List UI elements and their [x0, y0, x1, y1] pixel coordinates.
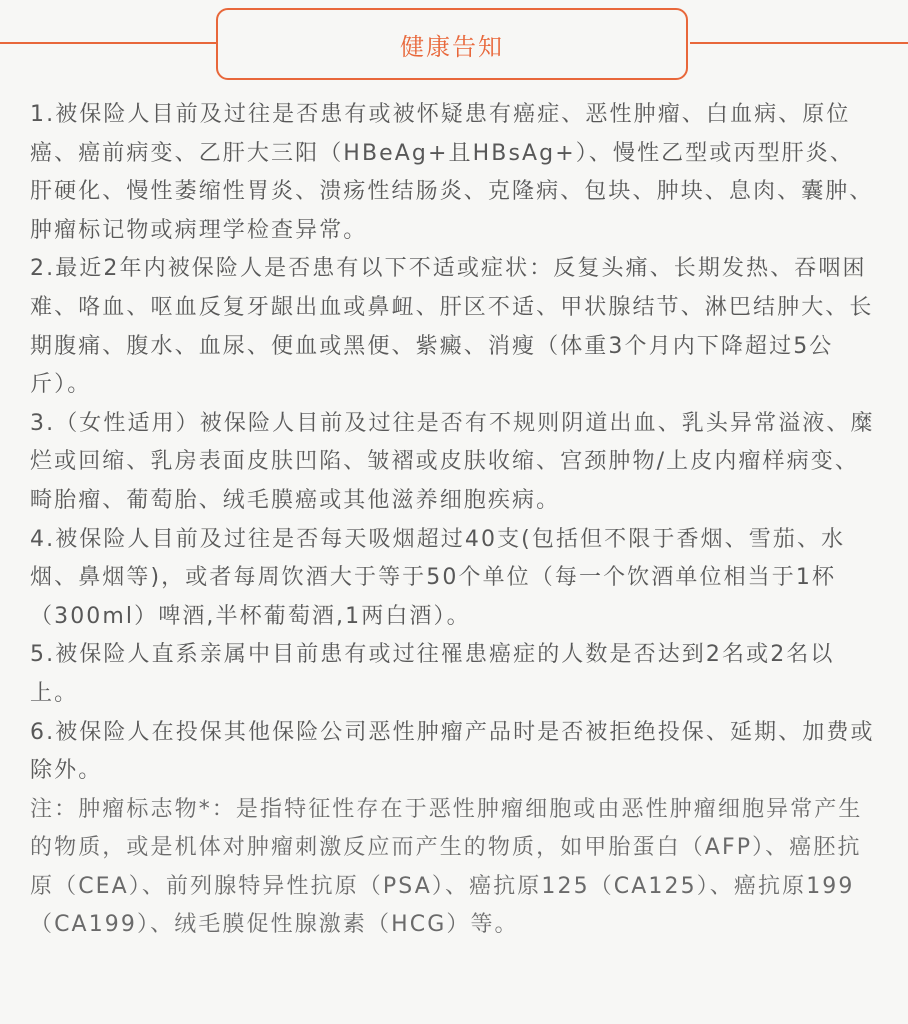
header-divider-right	[690, 42, 908, 44]
title-box	[216, 8, 688, 80]
notice-item-2: 2.最近2年内被保险人是否患有以下不适或症状：反复头痛、长期发热、吞咽困难、咯血、呕血反复牙龈出血或鼻衄、肝区不适、甲状腺结节、淋巴结肿大、长期腹痛、腹水、血尿、便血或黑便、紫癜、消瘦（体重3个月内下降超过5公斤）。	[30, 256, 874, 398]
health-notice-content	[30, 96, 878, 945]
header	[0, 0, 908, 88]
notice-item-6: 6.被保险人在投保其他保险公司恶性肿瘤产品时是否被拒绝投保、延期、加费或除外。	[30, 719, 875, 784]
header-divider-left	[0, 42, 218, 44]
notice-item-4: 4.被保险人目前及过往是否每天吸烟超过40支(包括但不限于香烟、雪茄、水烟、鼻烟等)，或者每周饮酒大于等于50个单位（每一个饮酒单位相当于1杯（300ml）啤酒,半杯葡萄酒,1两白酒）。	[30, 526, 846, 629]
page-title: 健康告知	[400, 32, 504, 61]
notice-item-3: 3.（女性适用）被保险人目前及过往是否有不规则阴道出血、乳头异常溢液、糜烂或回缩、乳房表面皮肤凹陷、皱褶或皮肤收缩、宫颈肿物/上皮内瘤样病变、畸胎瘤、葡萄胎、绒毛膜癌或其他滋养细胞疾病。	[30, 410, 875, 513]
notice-item-1: 1.被保险人目前及过往是否患有或被怀疑患有癌症、恶性肿瘤、白血病、原位癌、癌前病变、乙肝大三阳（HBeAg+且HBsAg+）、慢性乙型或丙型肝炎、肝硬化、慢性萎缩性胃炎、溃疡性结肠炎、克隆病、包块、肿块、息肉、囊肿、肿瘤标记物或病理学检查异常。	[30, 102, 874, 243]
tumor-marker-note: 注：肿瘤标志物*：是指特征性存在于恶性肿瘤细胞或由恶性肿瘤细胞异常产生的物质，或是机体对肿瘤刺激反应而产生的物质，如甲胎蛋白（AFP）、癌胚抗原（CEA）、前列腺特异性抗原（PSA）、癌抗原125（CA125）、癌抗原199（CA199）、绒毛膜促性腺激素（HCG）等。	[30, 796, 863, 938]
notice-item-5: 5.被保险人直系亲属中目前患有或过往罹患癌症的人数是否达到2名或2名以上。	[30, 642, 835, 706]
